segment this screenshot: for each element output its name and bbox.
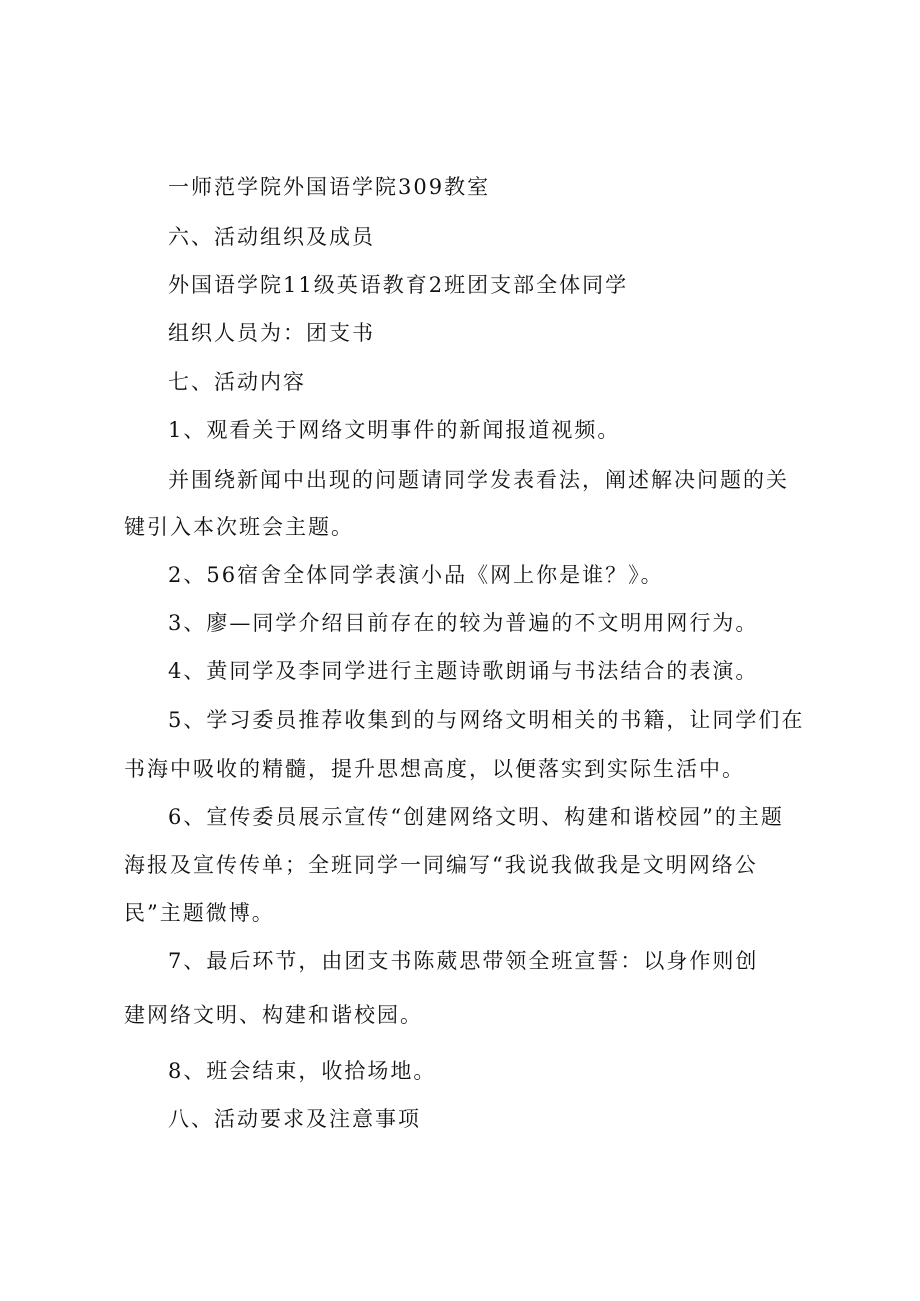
item-5-line-2: 书海中吸收的精髓，提升思想高度，以便落实到实际生活中。: [124, 757, 745, 781]
item-7-line-2: 建网络文明、构建和谐校园。: [124, 1003, 423, 1027]
item-6-line-2: 海报及宣传传单；全班同学一同编写“我说我做我是文明网络公: [124, 853, 758, 877]
item-8: 8、班会结束，收拾场地。: [168, 1059, 437, 1083]
item-2: 2、56宿舍全体同学表演小品《网上你是谁？》。: [168, 563, 664, 587]
item-5-line-1: 5、学习委员推荐收集到的与网络文明相关的书籍，让同学们在: [168, 708, 805, 732]
section-heading-7: 七、活动内容: [168, 370, 306, 394]
item-7-line-1: 7、最后环节，由团支书陈葳思带领全班宣誓：以身作则创: [168, 949, 759, 973]
item-1-detail-line-1: 并围绕新闻中出现的问题请同学发表看法，阐述解决问题的关: [168, 468, 789, 492]
members-line: 外国语学院11级英语教育2班团支部全体同学: [168, 273, 629, 297]
section-heading-8: 八、活动要求及注意事项: [168, 1107, 421, 1131]
item-1: 1、观看关于网络文明事件的新闻报道视频。: [168, 418, 621, 442]
item-3: 3、廖—同学介绍目前存在的较为普遍的不文明用网行为。: [168, 611, 759, 635]
item-6-line-3: 民”主题微博。: [124, 901, 275, 925]
item-1-detail-line-2: 键引入本次班会主题。: [124, 515, 354, 539]
venue-line: 一师范学院外国语学院309教室: [168, 175, 491, 199]
organizer-line: 组织人员为：团支书: [168, 321, 375, 345]
item-4: 4、黄同学及李同学进行主题诗歌朗诵与书法结合的表演。: [168, 659, 759, 683]
section-heading-6: 六、活动组织及成员: [168, 225, 375, 249]
item-6-line-1: 6、宣传委员展示宣传“创建网络文明、构建和谐校园”的主题: [168, 805, 784, 829]
